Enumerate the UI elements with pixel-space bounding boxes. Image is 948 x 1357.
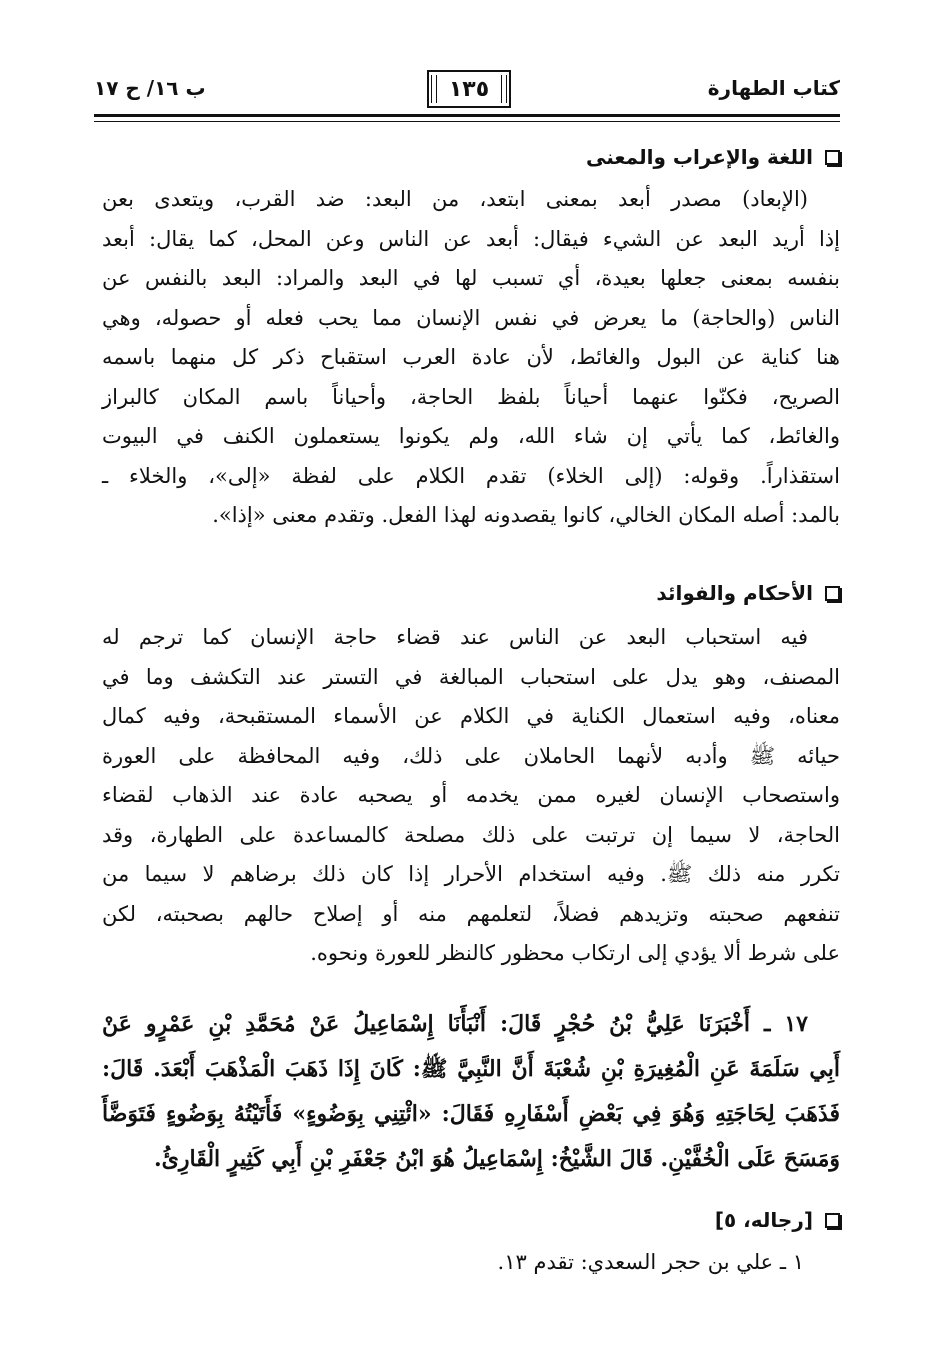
section-heading-rulings	[656, 581, 840, 605]
language-line: استقذاراً. وقوله: (إلى الخلاء) تقدم الكلام على لفظة «إلى»، والخلاء ـ	[102, 463, 840, 488]
header-rule-thick	[94, 114, 840, 117]
hadith-line: ١٧ ـ أَخْبَرَنَا عَلِيُّ بْنُ حُجْرٍ قَالَ: أَنْبَأَنَا إِسْمَاعِيلُ عَنْ مُحَمَّدِ بْنِ عَمْرٍو عَنْ	[102, 1011, 808, 1037]
page-header	[94, 70, 840, 114]
language-paragraph	[102, 180, 840, 536]
hadith-line: أَبِي سَلَمَةَ عَنِ الْمُغِيرَةِ بْنِ شُعْبَةَ أَنَّ النَّبِيَّ ﷺ: كَانَ إِذَا ذَهَبَ الْمَذْهَبَ أَبْعَدَ. قَالَ:	[102, 1056, 840, 1082]
language-line: والغائط، كما يأتي إن شاء الله، ولم يكونوا يستعملون الكنف في البيوت	[102, 424, 840, 448]
square-box-icon	[825, 150, 840, 165]
rulings-paragraph	[102, 618, 840, 974]
page-number-frame	[427, 70, 511, 108]
section-heading-language	[586, 145, 840, 169]
rulings-line: تنفعهم صحبته وتزيدهم فضلاً، لتعلمهم منه أو إصلاح حالهم بصحبته، لكن	[102, 901, 840, 926]
square-box-icon	[825, 1213, 840, 1228]
rulings-line: على شرط ألا يؤدي إلى ارتكاب محظور كالنظر للعورة ونحوه.	[310, 941, 840, 965]
language-line: الصريح، فكنّوا عنهما أحياناً بلفظ الحاجة، وأحياناً باسم المكان كالبراز	[102, 384, 840, 409]
rulings-line: فيه استحباب البعد عن الناس عند قضاء حاجة الإنسان كما ترجم له	[102, 625, 808, 649]
section-heading-language-text: اللغة والإعراب والمعنى	[585, 145, 813, 169]
language-line: بالمد: أصله المكان الخالي، كانوا يقصدونه لهذا الفعل. وتقدم معنى «إذا».	[212, 503, 840, 527]
language-line: (الإبعاد) مصدر أبعد بمعنى ابتعد، من البعد: ضد القرب، ويتعدى بعن	[102, 187, 808, 211]
language-line: إذا أريد البعد عن الشيء فيقال: أبعد عن الناس وعن المحل، كما يقال: أبعد	[102, 226, 840, 251]
language-line: الناس (والحاجة) ما يعرض في نفس الإنسان مما يحب فعله أو حصوله، وهي	[102, 305, 840, 330]
square-box-icon	[825, 586, 840, 601]
rulings-line: المصنف، وهو يدل على استحباب المبالغة في التستر عند التكشف وما في	[102, 664, 840, 689]
section-heading-narrators	[715, 1208, 840, 1232]
hadith-text	[102, 1002, 840, 1182]
rulings-line: تكرر منه ذلك ﷺ. وفيه استخدام الأحرار إذا كان ذلك برضاهم لا سيما من	[102, 862, 840, 886]
hadith-line: وَمَسَحَ عَلَى الْخُفَّيْنِ. قَالَ الشَّيْخُ: إِسْمَاعِيلُ هُوَ ابْنُ جَعْفَرِ بْنِ أَبِي كَثِيرٍ الْقَارِئُ.	[154, 1146, 840, 1172]
chapter-reference: ب ١٦/ ح ١٧	[94, 76, 206, 100]
rulings-line: واستصحاب الإنسان لغيره ممن يخدمه أو يصحبه عادة عند الذهاب لقضاء	[102, 783, 840, 807]
rulings-line: معناه، وفيه استعمال الكناية في الكلام عن الأسماء المستقبحة، وفيه كمال	[102, 704, 840, 728]
narrator-item: ١ ـ علي بن حجر السعدي: تقدم ١٣.	[497, 1250, 804, 1274]
section-heading-rulings-text: الأحكام والفوائد	[656, 581, 813, 605]
rulings-line: حيائه ﷺ وأدبه لأنهما الحاملان على ذلك، وفيه المحافظة على العورة	[102, 743, 840, 768]
language-line: بنفسه بمعنى جعلها بعيدة، أي تسبب لها في البعد والمراد: البعد بالنفس عن	[102, 266, 840, 290]
book-title: كتاب الطهارة	[707, 76, 840, 100]
rulings-line: الحاجة، لا سيما إن ترتبت على ذلك مصلحة كالمساعدة على الطهارة، وقد	[102, 822, 840, 847]
language-line: هنا كناية عن البول والغائط، لأن عادة العرب استقباح ذكر كل منهما باسمه	[102, 345, 840, 369]
hadith-line: فَذَهَبَ لِحَاجَتِهِ وَهُوَ فِي بَعْضِ أَسْفَارِهِ فَقَالَ: «ائْتِنِي بِوَضُوءٍ» فَأَتَيْتُهُ بِوَضُوءٍ فَتَوَضَّأَ	[102, 1101, 840, 1127]
header-rule-thin	[94, 121, 840, 122]
page-number: ١٣٥	[448, 76, 490, 102]
section-heading-narrators-text: [رجاله، ٥]	[714, 1208, 813, 1232]
